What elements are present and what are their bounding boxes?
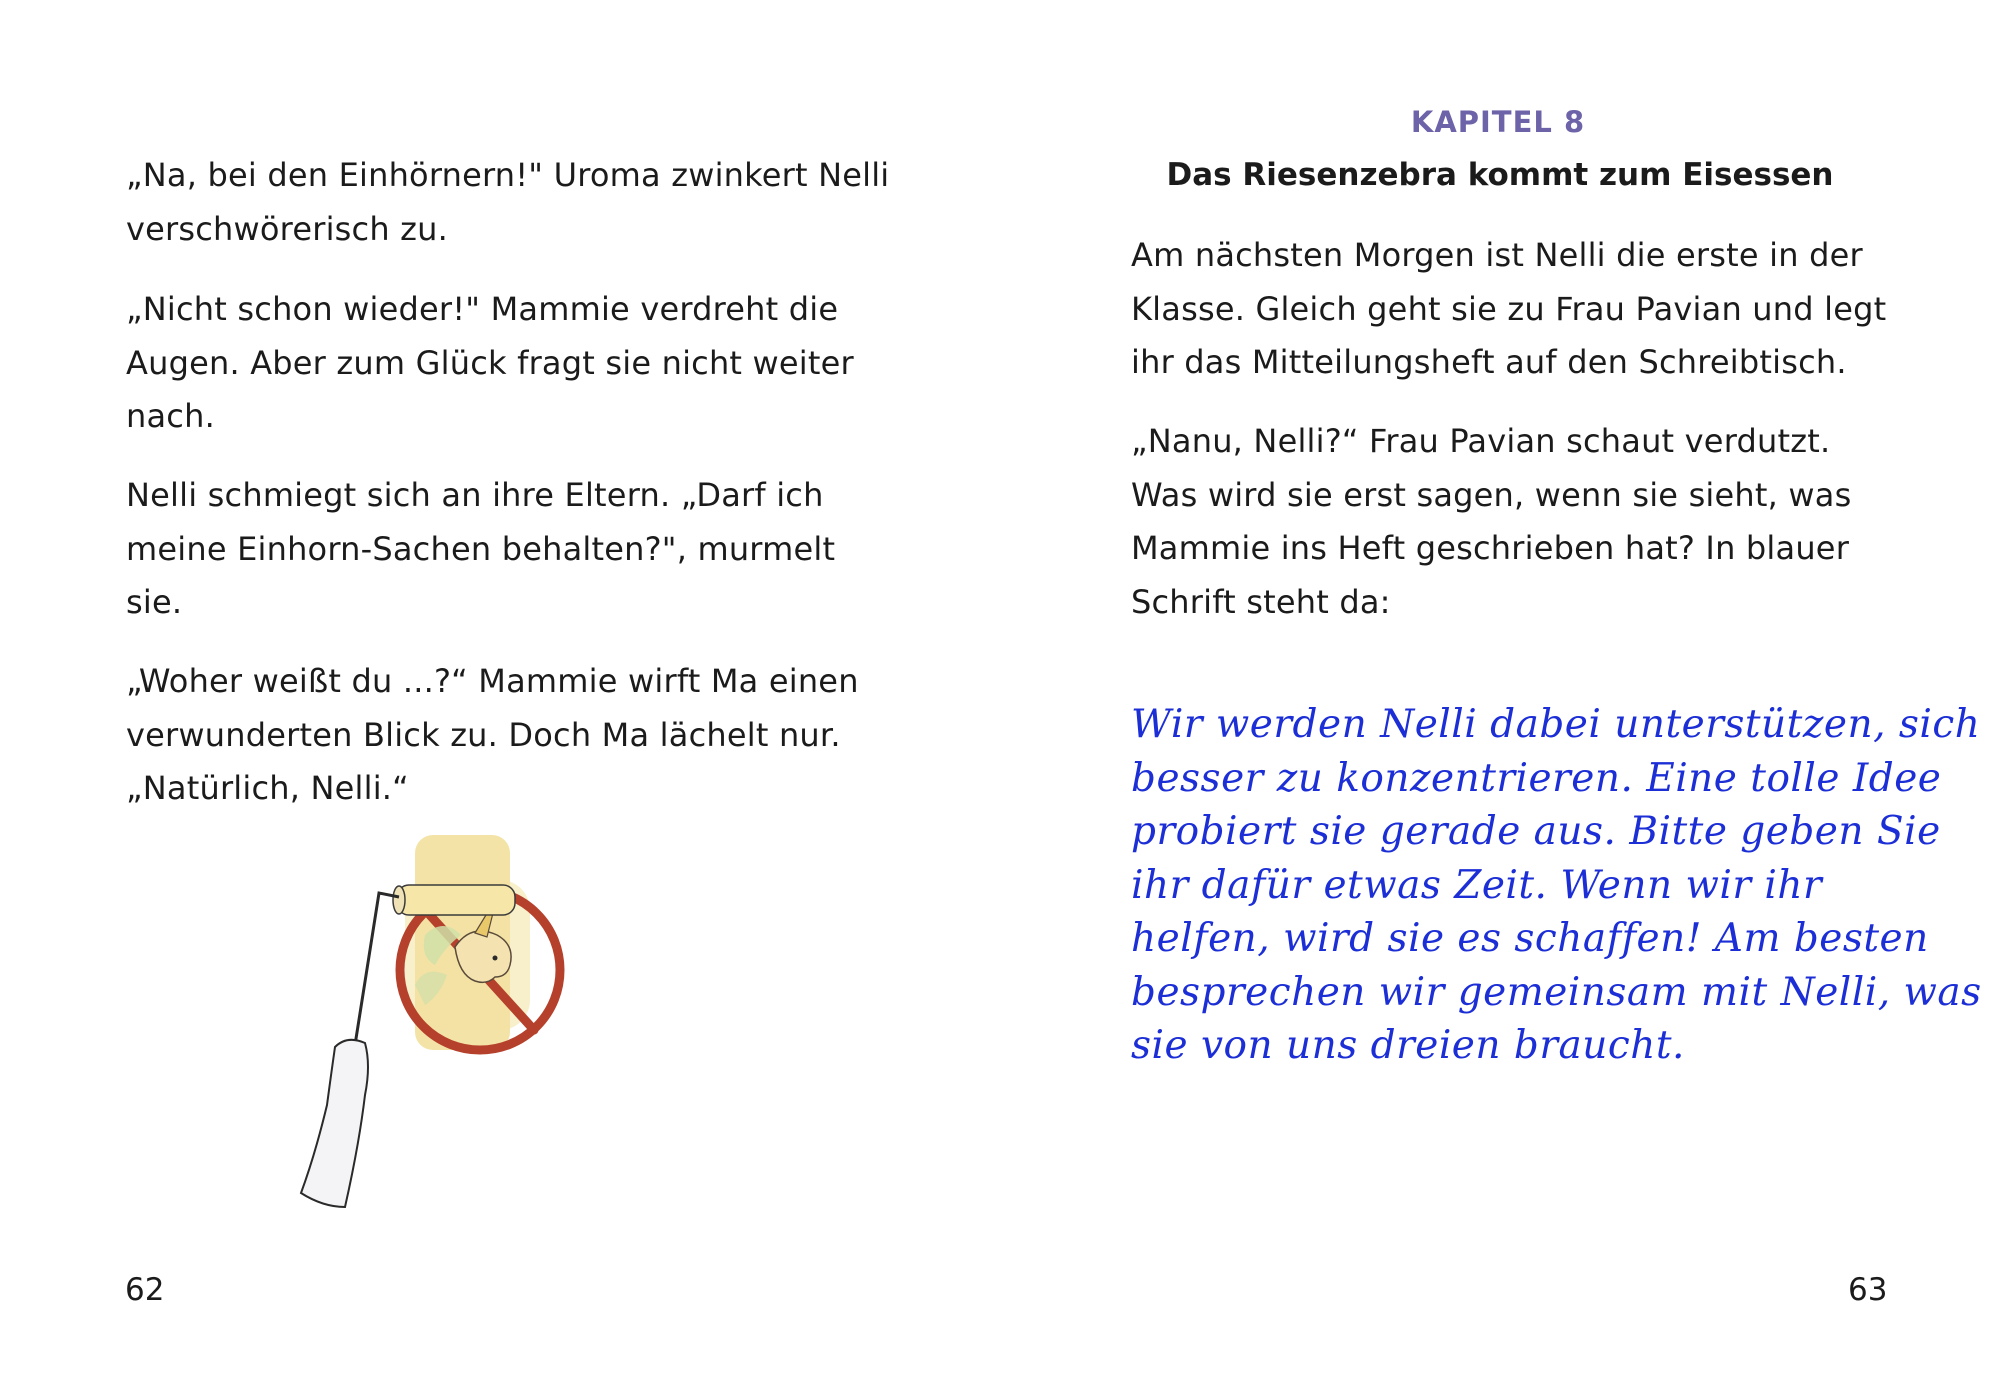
handwritten-line: besprechen wir gemeinsam mit Nelli, was [1131, 969, 1982, 1015]
text-line: verwunderten Blick zu. Doch Ma lächelt nur. [126, 715, 841, 754]
text-line: Augen. Aber zum Glück fragt sie nicht weiter [126, 343, 854, 382]
paragraph [126, 655, 859, 816]
chapter-label: KAPITEL 8 [1410, 105, 1586, 139]
handwritten-line: sie von uns dreien braucht. [1131, 1023, 1685, 1068]
handwritten-line: Wir werden Nelli dabei unterstützen, sich [1131, 702, 1981, 747]
handwritten-line: helfen, wird sie es schaffen! Am besten [1131, 916, 1929, 961]
handwritten-line: probiert sie gerade aus. Bitte geben Sie [1131, 809, 1941, 854]
text-line: „Nanu, Nelli?“ Frau Pavian schaut verdutzt. [1131, 422, 1831, 460]
paint-roller-handle [355, 893, 399, 1045]
arm [301, 1040, 368, 1207]
text-line: „Natürlich, Nelli.“ [126, 769, 409, 807]
text-line: „Na, bei den Einhörnern!" Uroma zwinkert Nelli [126, 156, 890, 194]
handwritten-note [1131, 698, 1982, 1073]
paragraph [126, 469, 835, 630]
right-page [1000, 0, 2000, 1375]
text-line: sie. [126, 583, 183, 621]
text-line: Nelli schmiegt sich an ihre Eltern. „Darf ich [126, 476, 824, 514]
page-number: 63 [1848, 1272, 1888, 1308]
text-line: Mammie ins Heft geschrieben hat? In blauer [1131, 529, 1850, 567]
paint-roller-over-unicorn-icon [275, 835, 645, 1215]
paint-roller-cylinder [397, 885, 515, 915]
chapter-title: Das Riesenzebra kommt zum Eisessen [1166, 157, 1834, 193]
paragraph [1131, 415, 1851, 629]
text-line: ihr das Mitteilungsheft auf den Schreibtisch. [1131, 343, 1847, 381]
handwritten-line: ihr dafür etwas Zeit. Wenn wir ihr [1131, 862, 1823, 908]
page-number: 62 [125, 1272, 165, 1308]
text-line: „Nicht schon wieder!" Mammie verdreht die [126, 290, 839, 328]
text-line: meine Einhorn-Sachen behalten?", murmelt [126, 529, 836, 568]
text-line: Was wird sie erst sagen, wenn sie sieht, was [1131, 475, 1852, 514]
paragraph [126, 149, 889, 256]
text-line: Klasse. Gleich geht sie zu Frau Pavian und legt [1131, 289, 1887, 328]
text-line: verschwörerisch zu. [126, 209, 449, 248]
text-line: „Woher weißt du ...?“ Mammie wirft Ma einen [126, 662, 859, 700]
paragraph [126, 283, 854, 444]
text-line: Am nächsten Morgen ist Nelli die erste in der [1131, 236, 1863, 274]
text-line: Schrift steht da: [1131, 582, 1391, 621]
text-line: nach. [126, 397, 215, 435]
paragraph [1131, 229, 1886, 390]
handwritten-line: besser zu konzentrieren. Eine tolle Idee [1131, 755, 1942, 801]
